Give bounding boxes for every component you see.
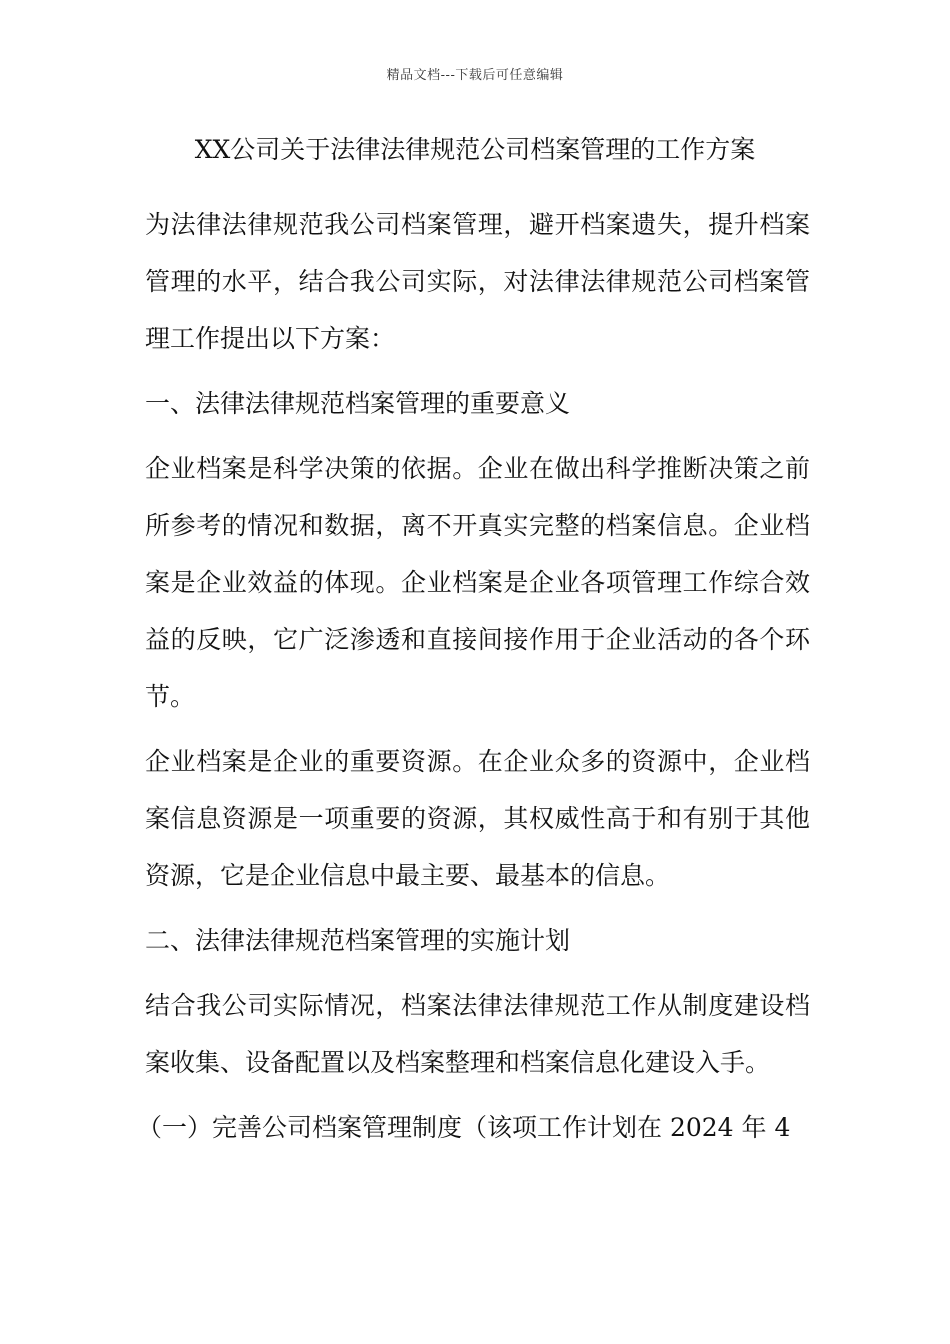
paragraph-intro: 为法律法律规范我公司档案管理，避开档案遗失，提升档案管理的水平，结合我公司实际，对法律法律规范公司档案管理工作提出以下方案： [145,210,810,353]
document-title: XX公司关于法律法律规范公司档案管理的工作方案 [194,135,756,164]
document-body [137,196,810,1164]
paragraph-significance-2: 企业档案是企业的重要资源。在企业众多的资源中，企业档案信息资源是一项重要的资源，其权威性高于和有别于其他资源，它是企业信息中最主要、最基本的信息。 [145,747,810,890]
paragraph-plan: 结合我公司实际情况，档案法律法律规范工作从制度建设档案收集、设备配置以及档案整理和档案信息化建设入手。 [145,991,810,1077]
subsection-heading-1: （一）完善公司档案管理制度（该项工作计划在 2024 年 4 [137,1113,791,1142]
section-heading-2: 二、法律法律规范档案管理的实施计划 [145,926,571,955]
page-header: 精品文档---下载后可任意编辑 [386,68,564,83]
section-heading-1: 一、法律法律规范档案管理的重要意义 [145,389,571,418]
paragraph-significance-1: 企业档案是科学决策的依据。企业在做出科学推断决策之前所参考的情况和数据，离不开真实完整的档案信息。企业档案是企业效益的体现。企业档案是企业各项管理工作综合效益的反映，它广泛渗透和直接间接作用于企业活动的各个环节。 [145,454,810,711]
